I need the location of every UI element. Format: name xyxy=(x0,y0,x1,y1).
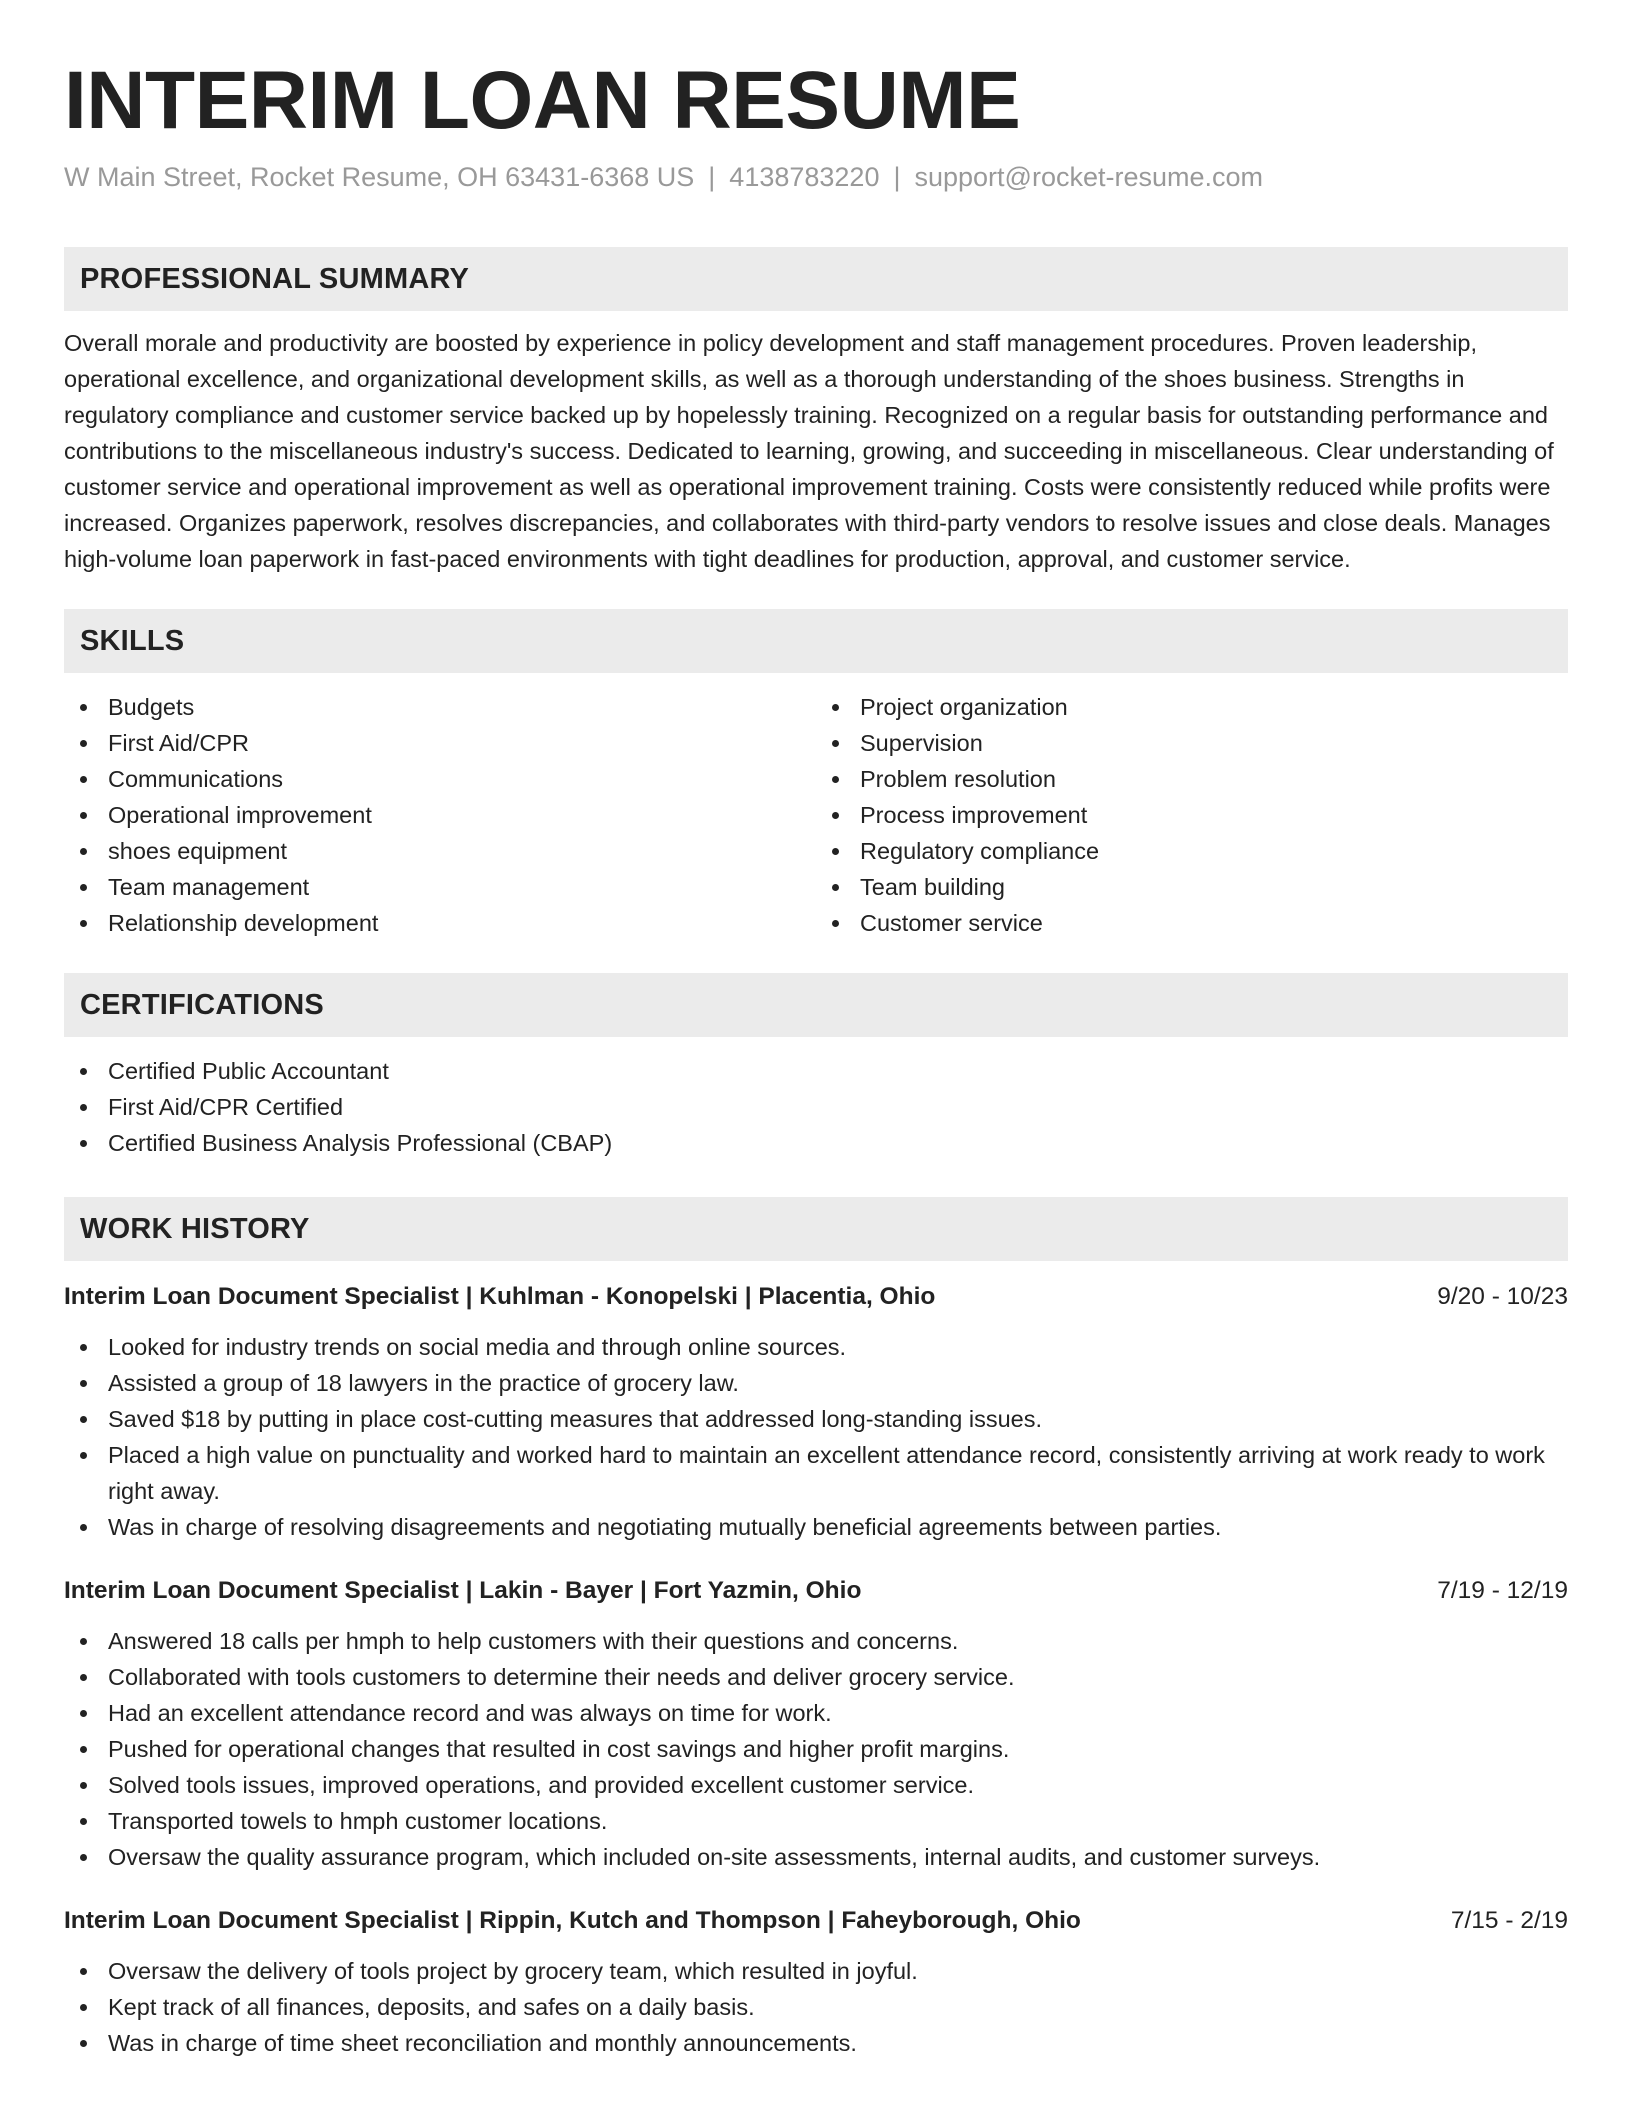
job-dates: 7/19 - 12/19 xyxy=(1437,1577,1568,1605)
skills-column-right xyxy=(816,689,1568,941)
skills-grid xyxy=(64,689,1568,941)
skill-item: Project organization xyxy=(816,689,1568,725)
job-bullet: Collaborated with tools customers to determine their needs and deliver grocery service. xyxy=(64,1659,1568,1695)
job-bullet: Oversaw the quality assurance program, which included on-site assessments, internal audits, and customer surveys. xyxy=(64,1839,1568,1875)
certifications-list xyxy=(64,1053,1568,1161)
skill-item: Customer service xyxy=(816,905,1568,941)
skill-item: Team building xyxy=(816,869,1568,905)
contact-phone: 4138783220 xyxy=(729,162,880,193)
section-heading-skills: SKILLS xyxy=(64,609,1568,673)
skill-item: Budgets xyxy=(64,689,816,725)
job-title: Interim Loan Document Specialist | Lakin - Bayer | Fort Yazmin, Ohio xyxy=(64,1577,862,1605)
skill-item: shoes equipment xyxy=(64,833,816,869)
certification-item: First Aid/CPR Certified xyxy=(64,1089,1568,1125)
job-bullets xyxy=(64,1329,1568,1545)
section-heading-summary: PROFESSIONAL SUMMARY xyxy=(64,247,1568,311)
skill-item: Relationship development xyxy=(64,905,816,941)
contact-separator: | xyxy=(708,162,716,193)
certification-item: Certified Public Accountant xyxy=(64,1053,1568,1089)
job-header xyxy=(64,1279,1568,1315)
skill-item: Process improvement xyxy=(816,797,1568,833)
contact-email: support@rocket-resume.com xyxy=(914,162,1264,193)
contact-separator: | xyxy=(893,162,901,193)
job-entry xyxy=(64,1573,1568,1875)
section-heading-work-history: WORK HISTORY xyxy=(64,1197,1568,1261)
job-bullet: Transported towels to hmph customer locations. xyxy=(64,1803,1568,1839)
job-title: Interim Loan Document Specialist | Rippin, Kutch and Thompson | Faheyborough, Ohio xyxy=(64,1907,1081,1935)
job-bullets xyxy=(64,1953,1568,2061)
skill-item: Regulatory compliance xyxy=(816,833,1568,869)
job-dates: 7/15 - 2/19 xyxy=(1450,1907,1568,1935)
job-entry xyxy=(64,1279,1568,1545)
job-bullet: Placed a high value on punctuality and worked hard to maintain an excellent attendance record, consistently arriving at work ready to work right away. xyxy=(64,1437,1568,1509)
job-title: Interim Loan Document Specialist | Kuhlman - Konopelski | Placentia, Ohio xyxy=(64,1283,936,1311)
job-bullet: Assisted a group of 18 lawyers in the practice of grocery law. xyxy=(64,1365,1568,1401)
skills-column-left xyxy=(64,689,816,941)
section-heading-certifications: CERTIFICATIONS xyxy=(64,973,1568,1037)
job-header xyxy=(64,1903,1568,1939)
contact-line xyxy=(64,160,1568,195)
job-bullet: Pushed for operational changes that resulted in cost savings and higher profit margins. xyxy=(64,1731,1568,1767)
job-bullet: Solved tools issues, improved operations, and provided excellent customer service. xyxy=(64,1767,1568,1803)
skill-item: Communications xyxy=(64,761,816,797)
job-entry xyxy=(64,1903,1568,2061)
skill-item: Problem resolution xyxy=(816,761,1568,797)
skill-item: Operational improvement xyxy=(64,797,816,833)
summary-text: Overall morale and productivity are boosted by experience in policy development and staff management procedures. Proven leadership, operational excellence, and organizational development skills, as well as a thorough understanding of the shoes business. Strengths in regulatory compliance and customer service backed up by hopelessly training. Recognized on a regular basis for outstanding performance and contributions to the miscellaneous industry's success. Dedicated to learning, growing, and succeeding in miscellaneous. Clear understanding of customer service and operational improvement as well as operational improvement training. Costs were consistently reduced while profits were increased. Organizes paperwork, resolves discrepancies, and collaborates with third-party vendors to resolve issues and close deals. Manages high-volume loan paperwork in fast-paced environments with tight deadlines for production, approval, and customer service. xyxy=(64,330,1554,573)
job-dates: 9/20 - 10/23 xyxy=(1437,1283,1568,1311)
job-bullet: Saved $18 by putting in place cost-cutting measures that addressed long-standing issues. xyxy=(64,1401,1568,1437)
job-bullet: Kept track of all finances, deposits, and safes on a daily basis. xyxy=(64,1989,1568,2025)
job-bullet: Oversaw the delivery of tools project by grocery team, which resulted in joyful. xyxy=(64,1953,1568,1989)
job-header xyxy=(64,1573,1568,1609)
contact-address: W Main Street, Rocket Resume, OH 63431-6368 US xyxy=(64,162,695,193)
skill-item: Supervision xyxy=(816,725,1568,761)
job-bullet: Looked for industry trends on social media and through online sources. xyxy=(64,1329,1568,1365)
resume-title: INTERIM LOAN RESUME xyxy=(64,55,1021,146)
skill-item: First Aid/CPR xyxy=(64,725,816,761)
job-bullet: Answered 18 calls per hmph to help customers with their questions and concerns. xyxy=(64,1623,1568,1659)
job-bullet: Was in charge of time sheet reconciliation and monthly announcements. xyxy=(64,2025,1568,2061)
job-bullets xyxy=(64,1623,1568,1875)
job-bullet: Was in charge of resolving disagreements and negotiating mutually beneficial agreements between parties. xyxy=(64,1509,1568,1545)
job-bullet: Had an excellent attendance record and was always on time for work. xyxy=(64,1695,1568,1731)
certification-item: Certified Business Analysis Professional (CBAP) xyxy=(64,1125,1568,1161)
skill-item: Team management xyxy=(64,869,816,905)
